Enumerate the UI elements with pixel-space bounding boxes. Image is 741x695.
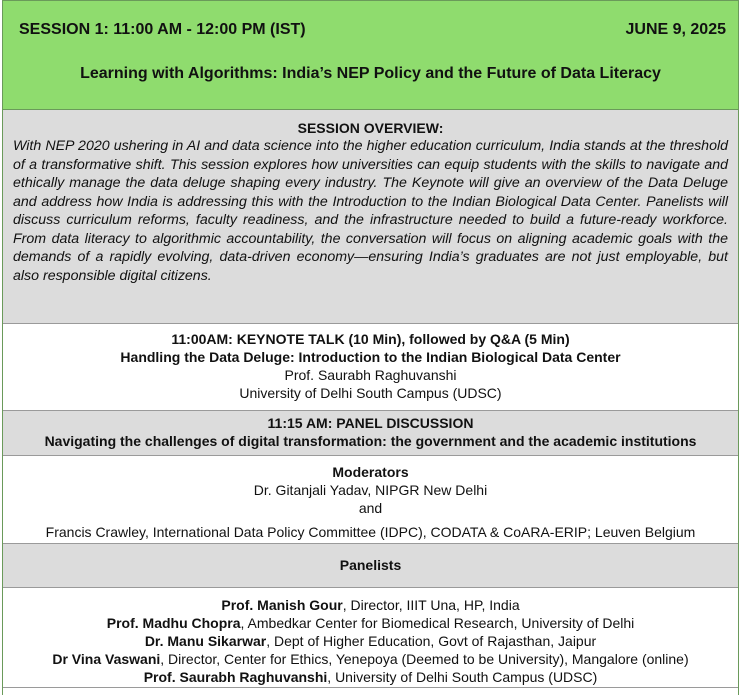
moderators-heading: Moderators: [332, 464, 409, 480]
keynote-speaker: Prof. Saurabh Raghuvanshi: [284, 367, 457, 383]
panelist-detail: , Dept of Higher Education, Govt of Rajasthan, Jaipur: [266, 633, 597, 649]
keynote-heading: 11:00AM: KEYNOTE TALK (10 Min), followed by Q&A (5 Min): [171, 331, 570, 347]
panelist-detail: , Director, IIIT Una, HP, India: [342, 597, 520, 613]
session-title: Learning with Algorithms: India’s NEP Policy and the Future of Data Literacy: [80, 65, 661, 82]
session-time: SESSION 1: 11:00 AM - 12:00 PM (IST): [19, 21, 306, 38]
moderators-section: [3, 456, 738, 544]
panel-heading: 11:15 AM: PANEL DISCUSSION: [267, 415, 474, 431]
panelists-section: [3, 588, 738, 688]
moderator-2: Francis Crawley, International Data Policy Committee (IDPC), CODATA & CoARA-ERIP; Leuven Belgium: [45, 524, 696, 540]
panelist: [3, 614, 738, 632]
panelist: [3, 650, 738, 668]
panelist: [3, 632, 738, 650]
panel-section: [3, 411, 738, 456]
panelist-name: Prof. Saurabh Raghuvanshi: [143, 669, 328, 685]
session-page: [2, 0, 739, 695]
panelist-name: Prof. Madhu Chopra: [106, 615, 241, 631]
panelist-name: Prof. Manish Gour: [221, 597, 343, 613]
moderator-1: Dr. Gitanjali Yadav, NIPGR New Delhi: [253, 482, 488, 498]
panelist: [3, 668, 738, 686]
panelist: [3, 596, 738, 614]
panelist-name: Dr. Manu Sikarwar: [144, 633, 267, 649]
session-overview: [3, 110, 738, 324]
panelist-detail: , University of Delhi South Campus (UDSC): [327, 669, 598, 685]
panelist-detail: , Ambedkar Center for Biomedical Research, University of Delhi: [240, 615, 635, 631]
moderators-and: and: [358, 500, 383, 516]
panelist-detail: , Director, Center for Ethics, Yenepoya (Deemed to be University), Mangalore (online): [160, 651, 689, 667]
panelists-heading: Panelists: [3, 544, 738, 588]
panelist-name: Dr Vina Vaswani: [52, 651, 161, 667]
keynote-affiliation: University of Delhi South Campus (UDSC): [239, 385, 502, 401]
session-date: JUNE 9, 2025: [625, 21, 726, 38]
keynote-section: [3, 324, 738, 411]
overview-heading: SESSION OVERVIEW:: [297, 120, 444, 136]
session-header: [3, 0, 738, 110]
overview-text: With NEP 2020 ushering in AI and data science into the higher education curriculum, India stands at the threshold of a transformative shift. This session explores how universities can equip students with the skills to navigate and ethically manage the data deluge shaping every industry. The Keynote will give an overview of the Data Deluge and address how India is addressing this with the Introduction to the Indian Biological Data Center. Panelists will discuss curriculum reforms, faculty readiness, and the infrastructure needed to build a future-ready workforce. From data literacy to algorithmic accountability, the conversation will focus on aligning academic goals with the demands of a rapidly evolving, data-driven economy—ensuring India’s graduates are not just employable, but also responsible digital citizens.: [13, 138, 728, 284]
panel-title: Navigating the challenges of digital transformation: the government and the academic institutions: [44, 433, 697, 449]
keynote-title: Handling the Data Deluge: Introduction to the Indian Biological Data Center: [120, 349, 621, 365]
